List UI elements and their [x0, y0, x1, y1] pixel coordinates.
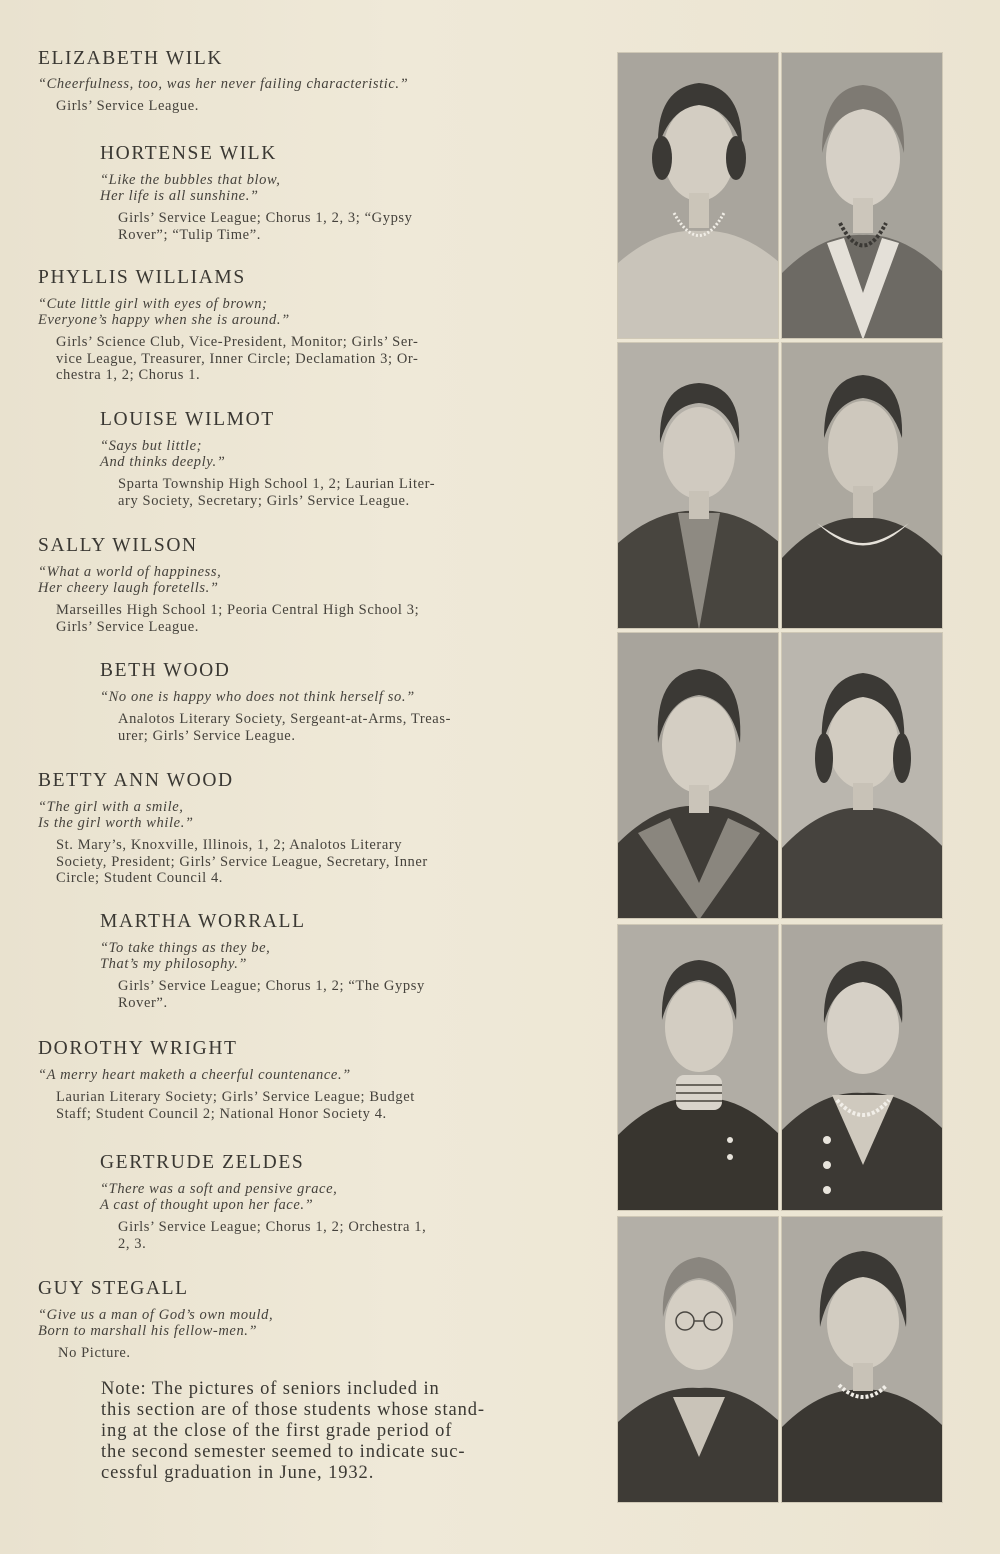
entry-activities: Analotos Literary Society, Sergeant-at-Arms, Treas- urer; Girls’ Service League.: [118, 711, 452, 744]
portrait-photo: [617, 632, 779, 919]
entry-phyllis-williams: [38, 267, 558, 384]
portrait-photo: [781, 1216, 943, 1503]
portrait-photo: [617, 924, 779, 1211]
entry-quote: “What a world of happiness, Her cheery laugh foretells.”: [38, 564, 222, 596]
entry-quote: “A merry heart maketh a cheerful countenance.”: [38, 1067, 351, 1083]
portrait-photo: [781, 342, 943, 629]
entry-name: SALLY WILSON: [38, 535, 198, 556]
entry-quote: “Like the bubbles that blow, Her life is all sunshine.”: [100, 172, 281, 204]
entry-louise-wilmot: [100, 409, 560, 509]
entry-activities: Marseilles High School 1; Peoria Central High School 3; Girls’ Service League.: [56, 602, 420, 635]
entry-martha-worrall: [100, 911, 560, 1011]
entry-quote: “To take things as they be, That’s my philosophy.”: [100, 940, 271, 972]
entry-quote: “Cute little girl with eyes of brown; Everyone’s happy when she is around.”: [38, 296, 290, 328]
portrait-photo: [617, 52, 779, 339]
portrait-photo: [781, 632, 943, 919]
entry-activities: Girls’ Service League.: [56, 98, 199, 114]
entry-name: PHYLLIS WILLIAMS: [38, 267, 246, 288]
entry-name: DOROTHY WRIGHT: [38, 1038, 238, 1059]
entry-sally-wilson: [38, 535, 558, 635]
entry-activities: Girls’ Service League; Chorus 1, 2; Orchestra 1, 2, 3.: [118, 1219, 427, 1252]
entry-name: GUY STEGALL: [38, 1278, 189, 1299]
entry-activities: St. Mary’s, Knoxville, Illinois, 1, 2; Analotos Literary Society, President; Girls’ Service League, Secretary, Inner Circle; Student Council 4.: [56, 837, 428, 886]
graduation-note: Note: The pictures of seniors included in this section are of those students whose stand- ing at the close of the first grade period of the second semester seemed to indicate suc- cessful graduation in June, 1932.: [101, 1379, 485, 1483]
entry-hortense-wilk: [100, 143, 560, 243]
entry-activities: No Picture.: [58, 1345, 131, 1361]
entry-name: LOUISE WILMOT: [100, 409, 275, 430]
entry-name: MARTHA WORRALL: [100, 911, 306, 932]
entry-elizabeth-wilk: [38, 48, 558, 115]
entry-guy-stegall: [38, 1278, 558, 1362]
portrait-grid: [614, 49, 944, 1502]
entry-name: ELIZABETH WILK: [38, 48, 224, 69]
entry-quote: “Says but little; And thinks deeply.”: [100, 438, 226, 470]
entry-quote: “No one is happy who does not think herself so.”: [100, 689, 415, 705]
entry-quote: “Give us a man of God’s own mould, Born to marshall his fellow-men.”: [38, 1307, 274, 1339]
entry-dorothy-wright: [38, 1038, 558, 1122]
entry-quote: “There was a soft and pensive grace, A cast of thought upon her face.”: [100, 1181, 338, 1213]
entry-activities: Girls’ Science Club, Vice-President, Monitor; Girls’ Ser- vice League, Treasurer, Inner Circle; Declamation 3; Or- chestra 1, 2; Chorus 1.: [56, 334, 419, 383]
entry-name: GERTRUDE ZELDES: [100, 1152, 305, 1173]
portrait-photo: [617, 342, 779, 629]
entry-quote: “The girl with a smile, Is the girl worth while.”: [38, 799, 194, 831]
entry-name: BETTY ANN WOOD: [38, 770, 234, 791]
entry-activities: Sparta Township High School 1, 2; Laurian Liter- ary Society, Secretary; Girls’ Service League.: [118, 476, 436, 509]
entry-activities: Laurian Literary Society; Girls’ Service League; Budget Staff; Student Council 2; National Honor Society 4.: [56, 1089, 415, 1122]
entry-gertrude-zeldes: [100, 1152, 560, 1252]
entry-activities: Girls’ Service League; Chorus 1, 2, 3; “Gypsy Rover”; “Tulip Time”.: [118, 210, 413, 243]
entry-activities: Girls’ Service League; Chorus 1, 2; “The Gypsy Rover”.: [118, 978, 425, 1011]
portrait-photo: [781, 924, 943, 1211]
entry-name: HORTENSE WILK: [100, 143, 277, 164]
entry-name: BETH WOOD: [100, 660, 231, 681]
entry-betty-ann-wood: [38, 770, 558, 887]
entry-beth-wood: [100, 660, 560, 744]
portrait-photo: [781, 52, 943, 339]
entry-quote: “Cheerfulness, too, was her never failing characteristic.”: [38, 76, 409, 92]
portrait-photo: [617, 1216, 779, 1503]
